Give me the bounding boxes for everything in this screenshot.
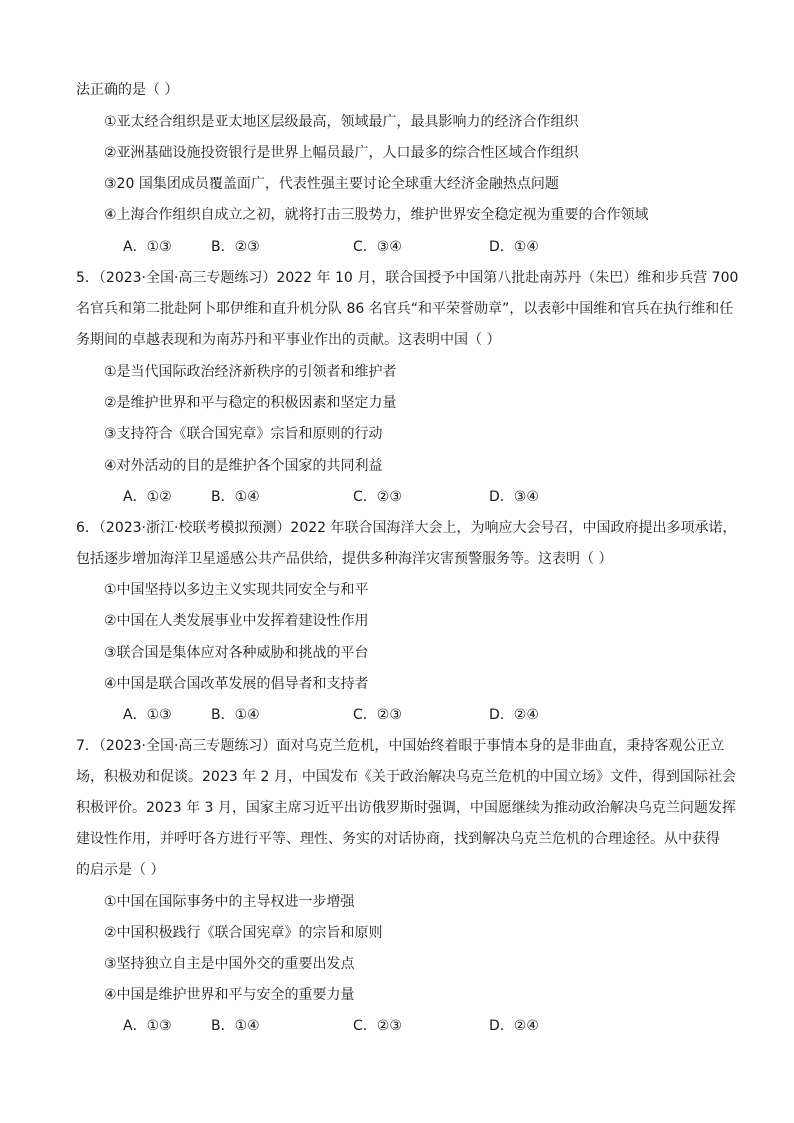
q5-stem-line-2: 名官兵和第二批赴阿卜耶伊维和直升机分队 86 名官兵“和平荣誉勋章”，以表彰中国维和官兵在执行维和任 <box>76 301 734 317</box>
q5-options <box>123 487 643 507</box>
q6-statement-3: ③联合国是集体应对各种威胁和挑战的平台 <box>104 645 369 661</box>
q4-options <box>123 237 643 257</box>
q7-stem-line-2: 场，积极劝和促谈。2023 年 2 月，中国发布《关于政治解决乌克兰危机的中国立场》文件，得到国际社会 <box>76 769 736 785</box>
q5-statement-2: ②是维护世界和平与稳定的积极因素和坚定力量 <box>104 395 397 411</box>
q4-option-b: B．②③ <box>211 239 260 255</box>
q6-option-d: D．②④ <box>489 707 539 723</box>
q6-statement-4: ④中国是联合国改革发展的倡导者和支持者 <box>104 676 369 692</box>
q7-statement-4: ④中国是维护世界和平与安全的重要力量 <box>104 987 355 1003</box>
q5-statement-4: ④对外活动的目的是维护各个国家的共同利益 <box>104 458 383 474</box>
q6-option-c: C．②③ <box>353 707 402 723</box>
q7-stem-line-4: 建设性作用，并呼吁各方进行平等、理性、务实的对话协商，找到解决乌克兰危机的合理途径。从中获得 <box>76 831 720 847</box>
q4-statement-3: ③20 国集团成员覆盖面广，代表性强主要讨论全球重大经济金融热点问题 <box>104 176 559 192</box>
q7-stem-line-1: 7．（2023·全国·高三专题练习）面对乌克兰危机，中国始终着眼于事情本身的是非曲直，秉持客观公正立 <box>76 738 725 754</box>
question-4-stem-tail: 法正确的是（ ） <box>76 82 179 98</box>
q6-statement-1: ①中国坚持以多边主义实现共同安全与和平 <box>104 582 369 598</box>
q6-statement-2: ②中国在人类发展事业中发挥着建设性作用 <box>104 613 369 629</box>
q4-option-c: C．③④ <box>353 239 402 255</box>
q7-option-b: B．①④ <box>211 1018 260 1034</box>
q6-option-a: A．①③ <box>123 707 172 723</box>
q7-option-a: A．①③ <box>123 1018 172 1034</box>
q7-stem-line-5: 的启示是（ ） <box>76 862 165 878</box>
q5-statement-3: ③支持符合《联合国宪章》宗旨和原则的行动 <box>104 426 383 442</box>
q7-stem-line-3: 积极评价。2023 年 3 月，国家主席习近平出访俄罗斯时强调，中国愿继续为推动政治解决乌克兰问题发挥 <box>76 800 736 816</box>
q4-statement-2: ②亚洲基础设施投资银行是世界上幅员最广，人口最多的综合性区域合作组织 <box>104 145 579 161</box>
q5-option-b: B．①④ <box>211 489 260 505</box>
q5-option-d: D．③④ <box>489 489 539 505</box>
q5-option-a: A．①② <box>123 489 172 505</box>
q6-stem-line-1: 6．（2023·浙江·校联考模拟预测）2022 年联合国海洋大会上，为响应大会号召，中国政府提出多项承诺， <box>76 520 737 536</box>
q5-option-c: C．②③ <box>353 489 402 505</box>
q7-statement-3: ③坚持独立自主是中国外交的重要出发点 <box>104 956 355 972</box>
q7-statement-2: ②中国积极践行《联合国宪章》的宗旨和原则 <box>104 925 383 941</box>
q5-stem-line-1: 5．（2023·全国·高三专题练习）2022 年 10 月，联合国授予中国第八批赴南苏丹（朱巴）维和步兵营 700 <box>76 270 739 286</box>
q4-statement-4: ④上海合作组织自成立之初，就将打击三股势力，维护世界安全稳定视为重要的合作领域 <box>104 207 649 223</box>
q5-statement-1: ①是当代国际政治经济新秩序的引领者和维护者 <box>104 364 397 380</box>
q4-statement-1: ①亚太经合组织是亚太地区层级最高，领域最广，最具影响力的经济合作组织 <box>104 114 579 130</box>
q6-options <box>123 705 643 725</box>
q7-option-c: C．②③ <box>353 1018 402 1034</box>
q6-option-b: B．①④ <box>211 707 260 723</box>
q7-options <box>123 1016 643 1036</box>
q7-statement-1: ①中国在国际事务中的主导权进一步增强 <box>104 894 355 910</box>
q6-stem-line-2: 包括逐步增加海洋卫星遥感公共产品供给，提供多种海洋灾害预警服务等。这表明（ ） <box>76 551 613 567</box>
q4-option-d: D．①④ <box>489 239 539 255</box>
q7-option-d: D．②④ <box>489 1018 539 1034</box>
q4-option-a: A．①③ <box>123 239 172 255</box>
q5-stem-line-3: 务期间的卓越表现和为南苏丹和平事业作出的贡献。这表明中国（ ） <box>76 332 501 348</box>
